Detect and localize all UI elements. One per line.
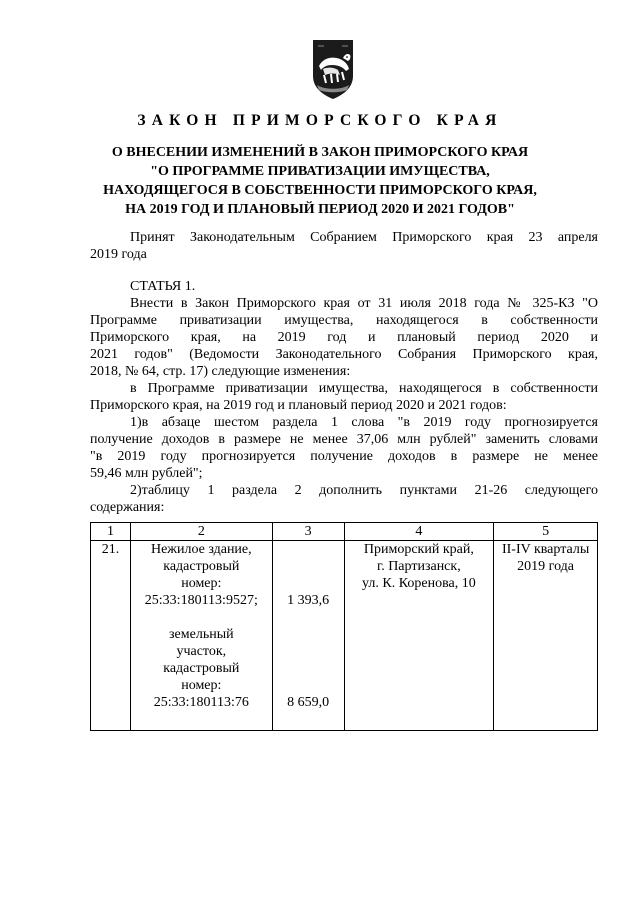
subtitle-line: НА 2019 ГОД И ПЛАНОВЫЙ ПЕРИОД 2020 И 2021 ГОДОВ" xyxy=(125,202,515,217)
paragraph-line: 2018, № 64, стр. 17) следующие изменения: xyxy=(90,364,351,379)
article-heading: СТАТЬЯ 1. xyxy=(130,279,196,294)
item-line: 59,46 млн рублей"; xyxy=(90,466,203,481)
table-header-row xyxy=(91,523,598,541)
table-header-cell: 4 xyxy=(344,523,494,541)
object-line: Нежилое здание, xyxy=(150,542,252,557)
paragraph-line: Внести в Закон Приморского края от 31 июля 2018 года № 325-КЗ "О xyxy=(130,296,598,311)
item-number: 21. xyxy=(91,541,131,731)
paragraph-line: Приморского края, на 2019 год и плановый период 2020 и 2021 годов: xyxy=(90,398,507,413)
privatization-period xyxy=(494,541,598,731)
area-value: 1 393,6 xyxy=(287,593,330,608)
adoption-line: Принят Законодательным Собранием Приморского края 23 апреля xyxy=(130,230,598,245)
object-line: кадастровый xyxy=(163,661,240,676)
location-line: ул. К. Коренова, 10 xyxy=(362,576,476,591)
object-line: 25:33:180113:9527; xyxy=(144,593,258,608)
object-line: земельный xyxy=(169,627,234,642)
object-line: участок, xyxy=(176,644,227,659)
item-line: получение доходов в размере не менее 37,06 млн рублей" заменить словами xyxy=(90,432,598,447)
table-row xyxy=(91,541,598,731)
paragraph-line: Программе приватизации имущества, находящегося в собственности xyxy=(90,313,598,328)
primorsky-krai-coat-of-arms-icon xyxy=(310,38,356,100)
subtitle-line: О ВНЕСЕНИИ ИЗМЕНЕНИЙ В ЗАКОН ПРИМОРСКОГО КРАЯ xyxy=(111,145,529,160)
table-header-cell: 1 xyxy=(91,523,131,541)
law-subtitle xyxy=(0,143,640,219)
period-line: 2019 года xyxy=(517,559,574,574)
table-header-cell: 3 xyxy=(272,523,344,541)
paragraph-line: Приморского края, на 2019 год и плановый период 2020 и xyxy=(90,330,598,345)
paragraph-line: 2021 годов" (Ведомости Законодательного Собрания Приморского края, xyxy=(90,347,598,362)
subtitle-line: НАХОДЯЩЕГОСЯ В СОБСТВЕННОСТИ ПРИМОРСКОГО КРАЯ, xyxy=(103,183,537,198)
item-line: 1)в абзаце шестом раздела 1 слова "в 2019 году прогнозируется xyxy=(130,415,598,430)
item-line: содержания: xyxy=(90,500,165,515)
adoption-statement xyxy=(90,229,598,263)
item-line: 2)таблицу 1 раздела 2 дополнить пунктами 21-26 следующего xyxy=(130,483,598,498)
period-line: II-IV кварталы xyxy=(501,542,590,557)
privatization-items-table xyxy=(90,522,598,731)
area-value: 8 659,0 xyxy=(287,695,330,710)
object-line: 25:33:180113:76 xyxy=(153,695,249,710)
adoption-line: 2019 года xyxy=(90,247,147,262)
subtitle-line: "О ПРОГРАММЕ ПРИВАТИЗАЦИИ ИМУЩЕСТВА, xyxy=(150,164,490,179)
object-description xyxy=(130,541,272,731)
location-line: Приморский край, xyxy=(363,542,474,557)
table-header-cell: 2 xyxy=(130,523,272,541)
object-area xyxy=(272,541,344,731)
object-line: кадастровый xyxy=(163,559,240,574)
paragraph-line: в Программе приватизации имущества, находящегося в собственности xyxy=(130,381,598,396)
object-line: номер: xyxy=(181,678,222,693)
item-line: "в 2019 году прогнозируется получение доходов в размере не менее xyxy=(90,449,598,464)
table-header-cell: 5 xyxy=(494,523,598,541)
amendment-paragraph xyxy=(90,295,598,516)
location-line: г. Партизанск, xyxy=(377,559,461,574)
law-title: ЗАКОН ПРИМОРСКОГО КРАЯ xyxy=(137,112,503,129)
object-line: номер: xyxy=(181,576,222,591)
object-location xyxy=(344,541,494,731)
